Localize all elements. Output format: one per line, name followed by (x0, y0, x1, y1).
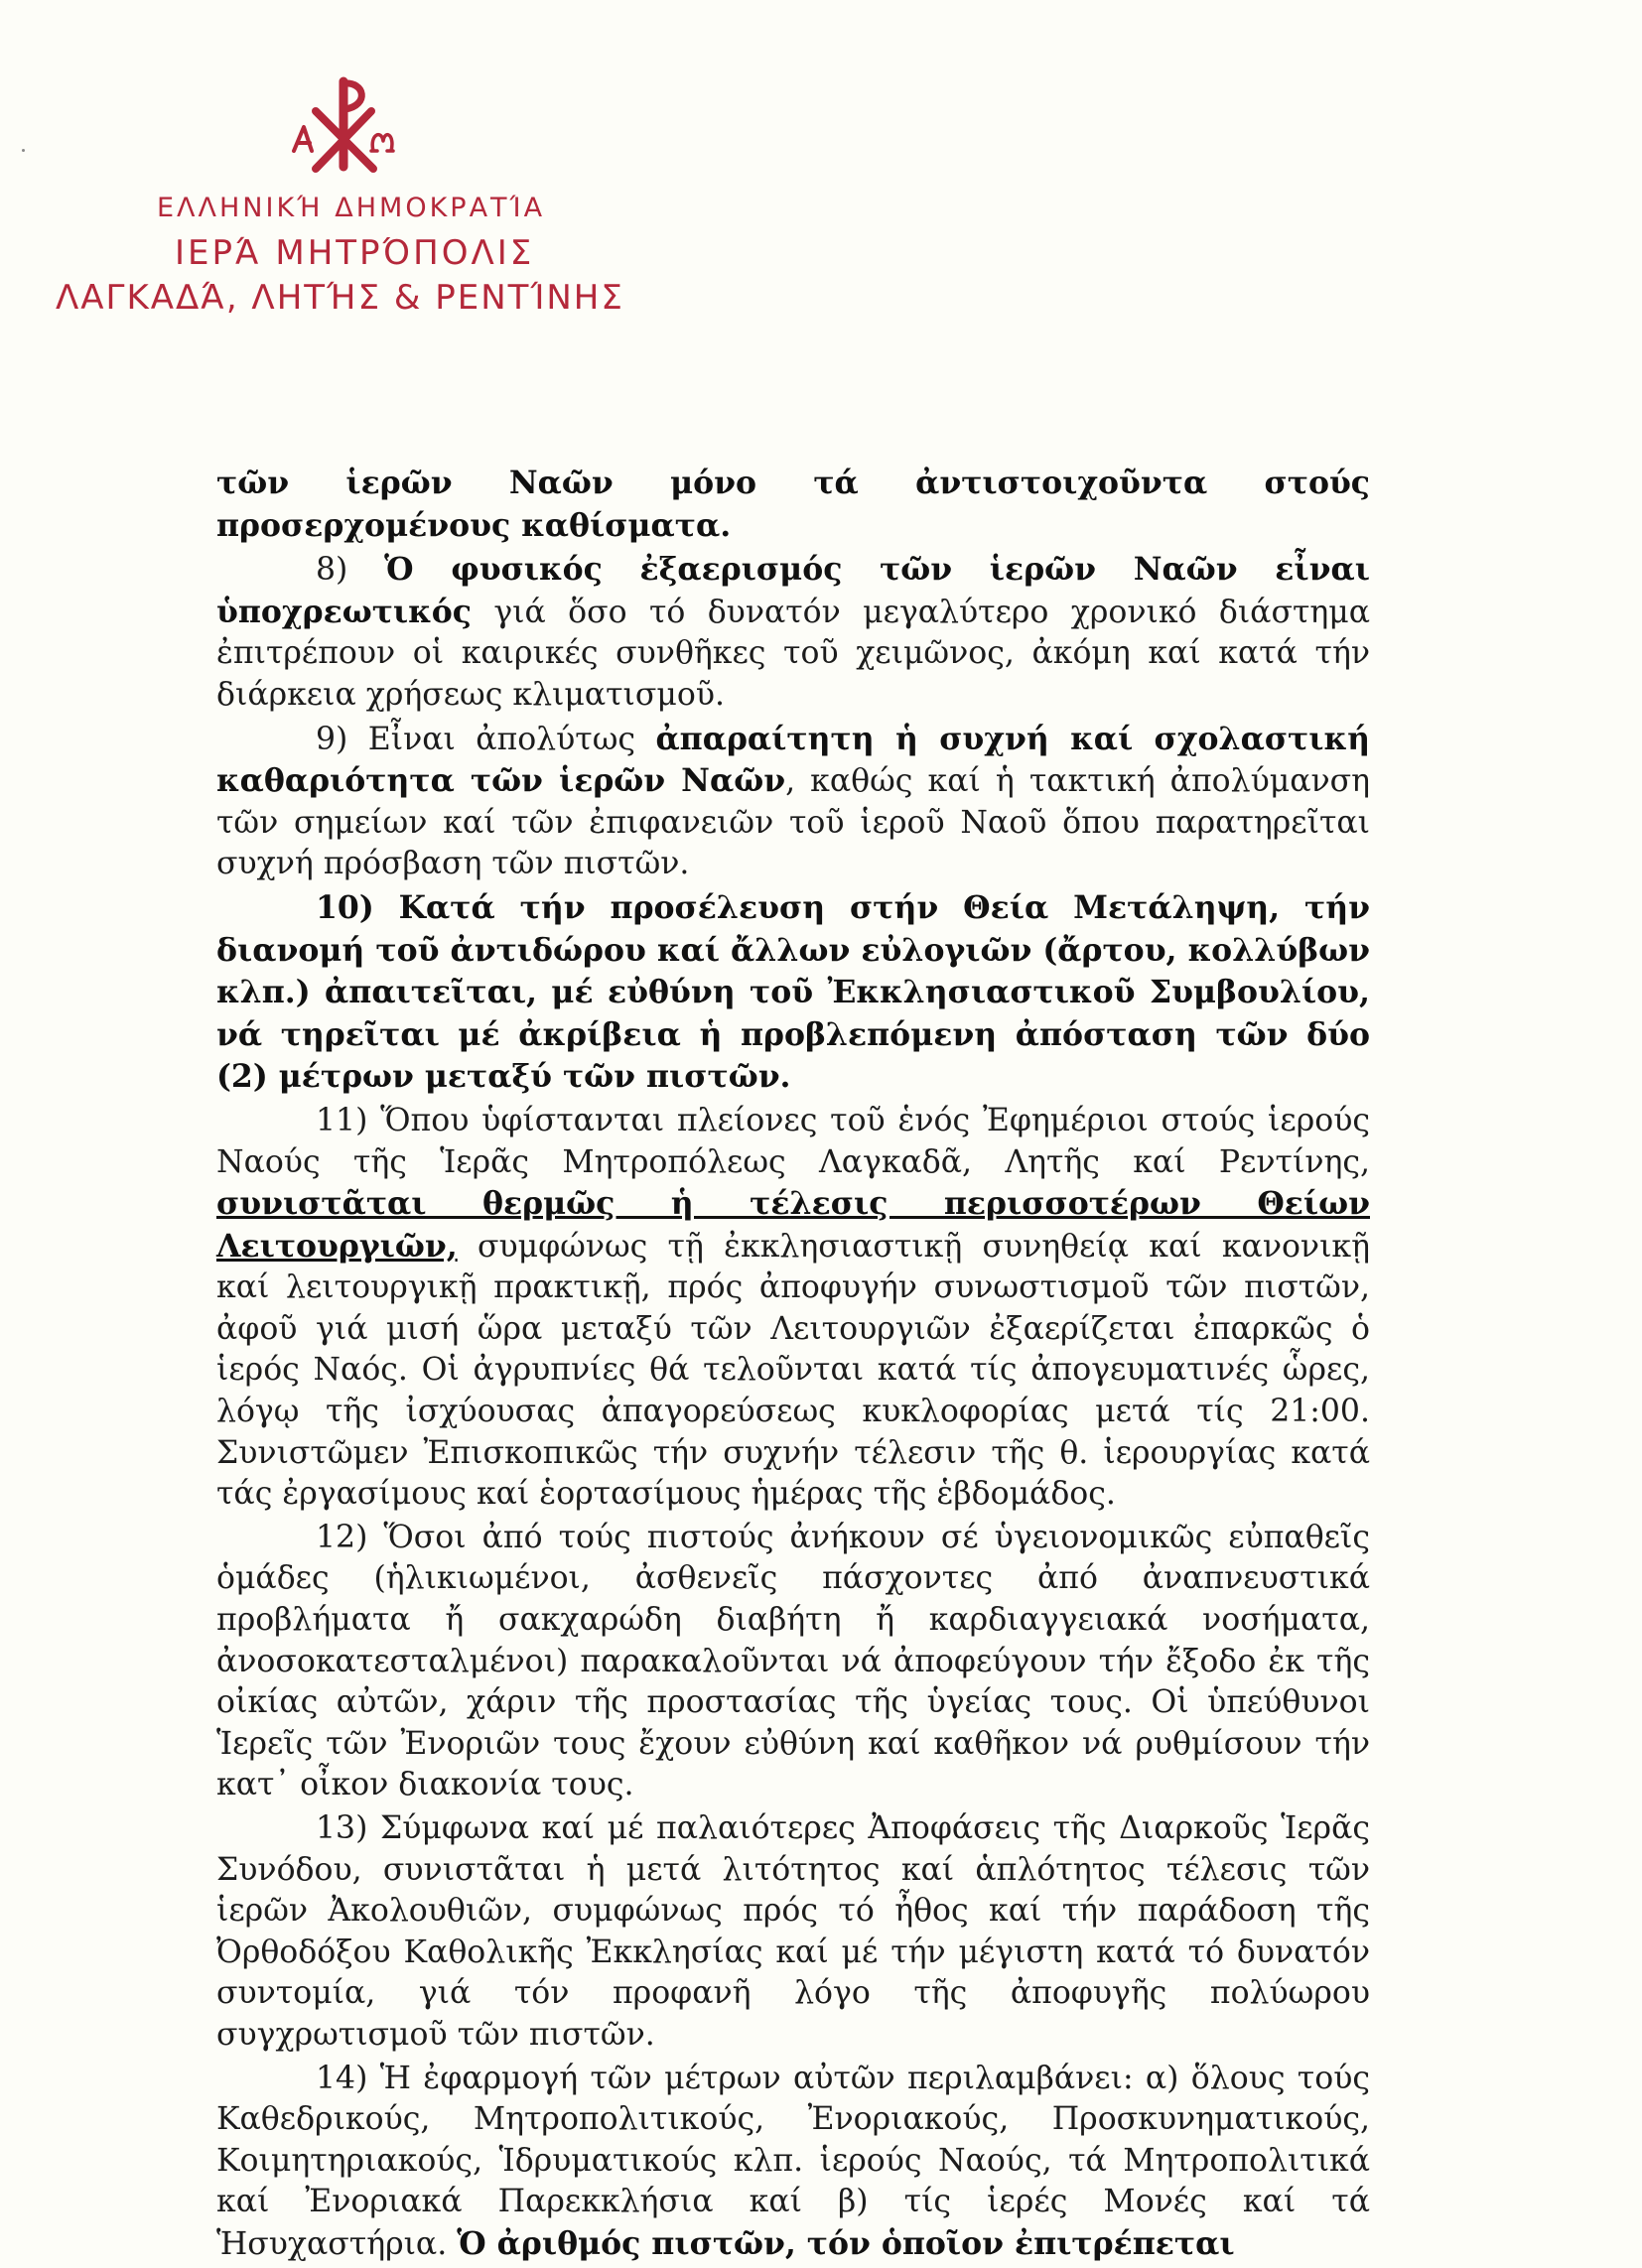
p8-rest: γιά ὅσο τό δυνατόν μεγαλύτερο χρονικό διάστημα ἐπιτρέπουν οἱ καιρικές συνθῆκες τοῦ χειμῶνος, ἀκόμη καί κατά τήν διάρκεια χρήσεως κλιματισμοῦ. (216, 594, 1370, 713)
letterhead-country: ΕΛΛΗΝΙΚΉ ΔΗΜΟΚΡΑΤΊΑ (157, 193, 546, 223)
p10-bold: 10) Κατά τήν προσέλευση στήν Θεία Μετάληψη, τήν διανομή τοῦ ἀντιδώρου καί ἄλλων εὐλογιῶν (ἄρτου, κολλύβων κλπ.) ἀπαιτεῖται, μέ εὐθύνη τοῦ Ἐκκλησιαστικοῦ Συμβουλίου, νά τηρεῖται μέ ἀκρίβεια ἡ προβλεπόμενη ἀπόσταση τῶν δύο (2) μέτρων μεταξύ τῶν πιστῶν. (216, 888, 1370, 1096)
p14-pre: 14) Ἡ ἐφαρμογή τῶν μέτρων αὐτῶν περιλαμβάνει: α) ὅλους τούς Καθεδρικούς, Μητροπολιτικούς, Ἐνοριακούς, Προσκυνηματικούς, Κοιμητηριακούς, Ἱδρυματικούς κλπ. ἱερούς Ναούς, τά Μητροπολιτικά καί Ἐνοριακά Παρεκκλήσια καί β) τίς ἱερές Μονές καί τά Ἡσυχαστήρια. (216, 2060, 1370, 2262)
p13-text: 13) Σύμφωνα καί μέ παλαιότερες Ἀποφάσεις τῆς Διαρκοῦς Ἱερᾶς Συνόδου, συνιστᾶται ἡ μετά λιτότητος καί ἁπλότητος τέλεσις τῶν ἱερῶν Ἀκολουθιῶν, συμφώνως πρός τό ἦθος καί τήν παράδοση τῆς Ὀρθοδόξου Καθολικῆς Ἐκκλησίας καί μέ τήν μέγιστη κατά τό δυνατόν συντομία, γιά τόν προφανῆ λόγο τῆς ἀποφυγῆς πολύωρου συγχρωτισμοῦ τῶν πιστῶν. (216, 1810, 1370, 2053)
document-body (216, 463, 1370, 2268)
paragraph-8 (216, 549, 1370, 716)
letterhead-diocese: ΛΑΓΚΑΔΆ, ΛΗΤΉΣ & ΡΕΝΤΊΝΗΣ (56, 278, 624, 318)
p9-pre: 9) Εἶναι ἀπολύτως (316, 721, 656, 757)
continuation-bold: τῶν ἱερῶν Ναῶν μόνο τά ἀντιστοιχοῦντα στούς προσερχομένους καθίσματα. (216, 465, 1370, 544)
scan-speck (22, 149, 25, 152)
p9-bold: ἀπαραίτητη ἡ συχνή καί σχολαστική καθαριότητα τῶν ἱερῶν Ναῶν (216, 720, 1370, 800)
paragraph-11 (216, 1101, 1370, 1516)
p11-pre: 11) Ὅπου ὑφίστανται πλείονες τοῦ ἑνός Ἐφημέριοι στούς ἱερούς Ναούς τῆς Ἱερᾶς Μητροπόλεως Λαγκαδᾶ, Λητῆς καί Ρεντίνης, (216, 1102, 1370, 1180)
p11-underlined: συνιστᾶται θερμῶς ἡ τέλεσις περισσοτέρων Θείων Λειτουργιῶν, (216, 1185, 1370, 1265)
p14-bold: Ὁ ἀριθμός πιστῶν, τόν ὁποῖον ἐπιτρέπεται (457, 2224, 1235, 2262)
p11-rest: συμφώνως τῇ ἐκκλησιαστικῇ συνηθείᾳ καί κανονικῇ καί λειτουργικῇ πρακτικῇ, πρός ἀποφυγήν συνωστισμοῦ τῶν πιστῶν, ἀφοῦ γιά μισή ὥρα μεταξύ τῶν Λειτουργιῶν ἐξαερίζεται ἐπαρκῶς ὁ ἱερός Ναός. Οἱ ἀγρυπνίες θά τελοῦνται κατά τίς ἀπογευματινές ὧρες, λόγῳ τῆς ἰσχύουσας ἀπαγορεύσεως κυκλοφορίας μετά τίς 21:00. Συνιστῶμεν Ἐπισκοπικῶς τήν συχνήν τέλεσιν τῆς θ. ἱερουργίας κατά τάς ἐργασίμους καί ἑορτασίμους ἡμέρας τῆς ἑβδομάδος. (216, 1228, 1370, 1513)
paragraph-10 (216, 887, 1370, 1099)
paragraph-14 (216, 2059, 1370, 2266)
p8-bold: Ὁ φυσικός ἐξαερισμός τῶν ἱερῶν Ναῶν εἶναι ὑποχρεωτικός (216, 551, 1370, 630)
paragraph-12 (216, 1518, 1370, 1806)
chi-rho-alpha-omega-icon (286, 71, 395, 181)
continuation-paragraph (216, 463, 1370, 547)
paragraph-13 (216, 1808, 1370, 2057)
paragraph-9 (216, 719, 1370, 885)
p9-rest: , καθώς καί ἡ τακτική ἀπολύμανση τῶν σημείων καί τῶν ἐπιφανειῶν τοῦ ἱεροῦ Ναοῦ ὅπου παρατηρεῖται συχνή πρόσβαση τῶν πιστῶν. (216, 763, 1370, 882)
letterhead-metropolis: ΙΕΡΆ ΜΗΤΡΌΠΟΛΙΣ (175, 233, 535, 273)
p12-text: 12) Ὅσοι ἀπό τούς πιστούς ἀνήκουν σέ ὑγειονομικῶς εὐπαθεῖς ὁμάδες (ἡλικιωμένοι, ἀσθενεῖς πάσχοντες ἀπό ἀναπνευστικά προβλήματα ἤ σακχαρώδη διαβήτη ἤ καρδιαγγειακά νοσήματα, ἀνοσοκατεσταλμένοι) παρακαλοῦνται νά ἀποφεύγουν τήν ἔξοδο ἐκ τῆς οἰκίας αὐτῶν, χάριν τῆς προστασίας τῆς ὑγείας τους. Οἱ ὑπεύθυνοι Ἱερεῖς τῶν Ἐνοριῶν τους ἔχουν εὐθύνη καί καθῆκον νά ρυθμίσουν τήν κατ᾽ οἶκον διακονία τους. (216, 1519, 1370, 1803)
p8-number: 8) (316, 552, 385, 589)
